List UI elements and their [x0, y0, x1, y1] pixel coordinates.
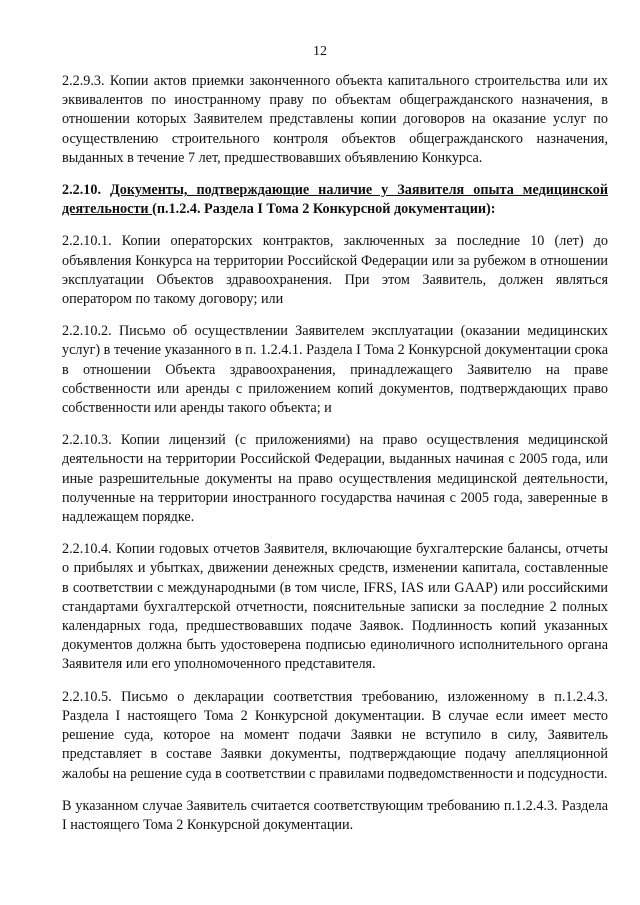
section-title-underlined: Документы, подтверждающие наличие у Заявителя опыта медицинской деятельности	[62, 182, 608, 218]
paragraph-2-2-10-1: 2.2.10.1. Копии операторских контрактов, заключенных за последние 10 (лет) до объявления Конкурса на территории Российской Федерации или за рубежом в отношении эксплуатации Объектов здравоохранения. При этом Заявитель, должен являться оператором по такому договору; или	[62, 233, 608, 308]
paragraph-2-2-10-4: 2.2.10.4. Копии годовых отчетов Заявителя, включающие бухгалтерские балансы, отчеты о прибылях и убытках, движении денежных средств, изменении капитала, составленные в соответствии с международными (в том числе, IFRS, IAS или GAAP) или российскими стандартами бухгалтерской отчетности, пояснительные записки за последние 2 полных календарных года, предшествовавших подаче Заявок. Подлинность копий указанных документов должна быть удостоверена подписью единоличного исполнительного органа Заявителя или его уполномоченного представителя.	[62, 541, 608, 673]
paragraph-2-2-9-3: 2.2.9.3. Копии актов приемки законченного объекта капитального строительства или их эквивалентов по иностранному праву по объектам общегражданского назначения, в отношении которых Заявителем представлены копии договоров на оказание услуг по осуществлению строительного контроля объектов общегражданского назначения, выданных в течение 7 лет, предшествовавших объявлению Конкурса.	[62, 73, 608, 166]
section-heading-2-2-10	[62, 181, 608, 219]
section-reference: (п.1.2.4. Раздела I Тома 2 Конкурсной документации):	[152, 201, 496, 218]
document-body	[62, 72, 608, 848]
section-number: 2.2.10.	[62, 182, 111, 199]
paragraph-closing-note: В указанном случае Заявитель считается соответствующим требованию п.1.2.4.3. Раздела I настоящего Тома 2 Конкурсной документации.	[62, 797, 608, 833]
paragraph-2-2-10-2: 2.2.10.2. Письмо об осуществлении Заявителем эксплуатации (оказании медицинских услуг) в течение указанного в п. 1.2.4.1. Раздела I Тома 2 Конкурсной документации срока в отношении Объекта здравоохранения, принадлежащего Заявителю на праве собственности или аренды с приложением копий документов, подтверждающих право собственности или аренды такого объекта; и	[62, 323, 608, 417]
paragraph-2-2-10-5: 2.2.10.5. Письмо о декларации соответствия требованию, изложенному в п.1.2.4.3. Раздела I настоящего Тома 2 Конкурсной документации. В случае если имеет место решение суда, которое на момент подачи Заявки не вступило в силу, Заявитель представляет в составе Заявки документы, подтверждающие подачу апелляционной жалобы на решение суда в соответствии с правилами подведомственности и подсудности.	[62, 688, 608, 782]
page-number: 12	[313, 44, 327, 59]
paragraph-2-2-10-3: 2.2.10.3. Копии лицензий (с приложениями) на право осуществления медицинской деятельности на территории Российской Федерации, выданных начиная с 2005 года, или иные разрешительные документы на право осуществления медицинской деятельности, полученные на территории иностранного государства начиная с 2005 года, заверенные в надлежащем порядке.	[62, 432, 608, 526]
